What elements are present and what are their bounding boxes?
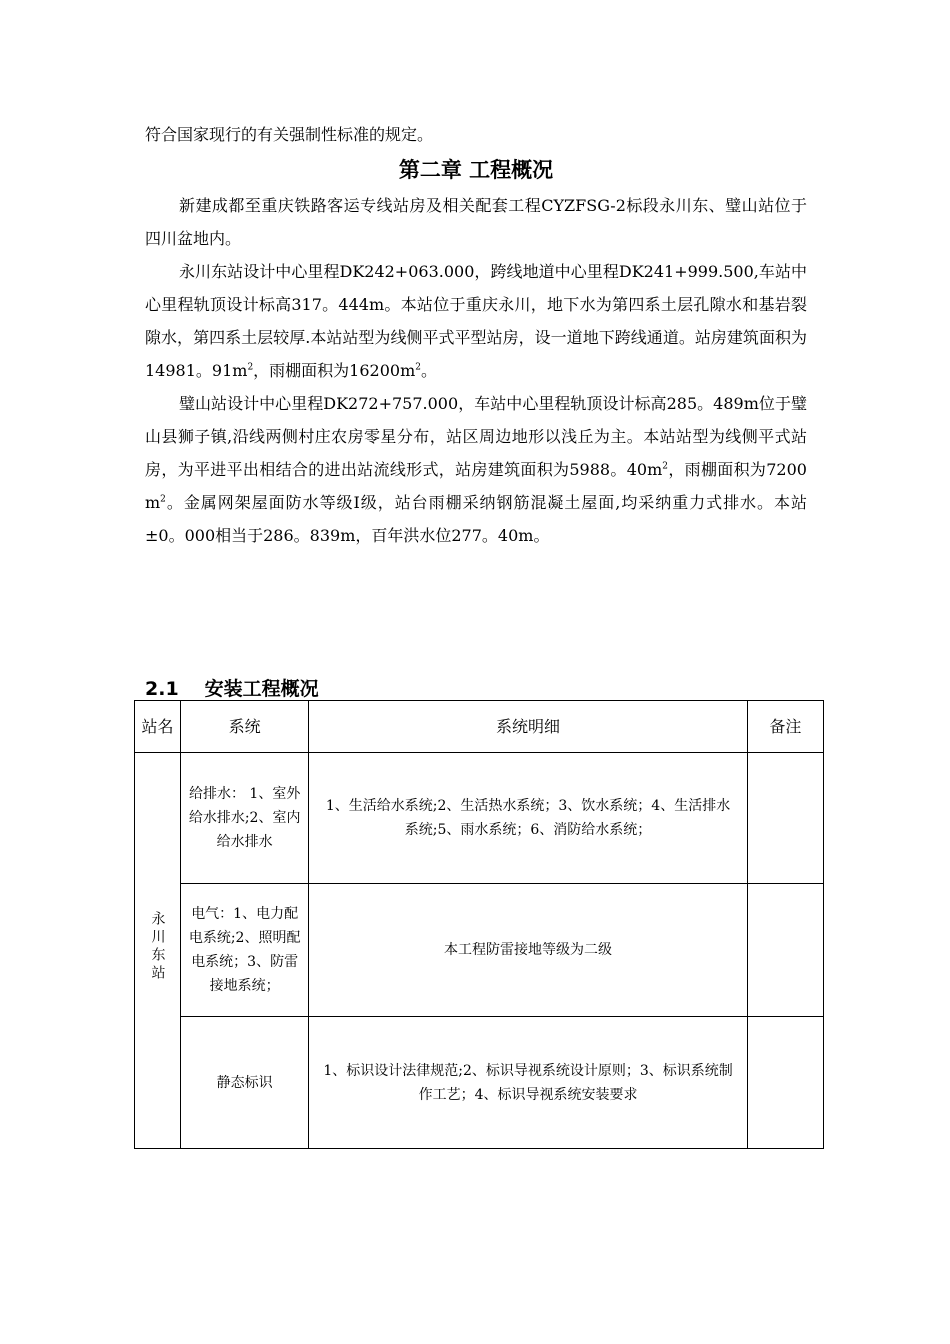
section-title: [145, 676, 319, 702]
superscript-2: 2: [662, 461, 668, 472]
paragraph-yongchuan-east: [145, 255, 807, 387]
paragraph-overview: 新建成都至重庆铁路客运专线站房及相关配套工程CYZFSG-2标段永川东、璧山站位于四川盆地内。: [145, 196, 807, 248]
header-detail: 系统明细: [309, 701, 748, 753]
paragraph-yongchuan-east-end: 。: [420, 361, 437, 380]
paragraph-yongchuan-east-text: 永川东站设计中心里程DK242+063.000，跨线地道中心里程DK241+999.500,车站中心里程轨顶设计标高317。444m。本站位于重庆永川，地下水为第四系土层孔隙水和基岩裂隙水，第四系土层较厚.本站站型为线侧平式平型站房，设一道地下跨线通道。站房建筑面积为14981。91m: [145, 262, 807, 380]
station-cell: [135, 753, 181, 1149]
paragraph-yongchuan-east-mid: ，雨棚面积为16200m: [253, 361, 416, 380]
section-number: 2.1: [145, 678, 179, 700]
table-header-row: [135, 701, 824, 753]
note-cell: [747, 1017, 823, 1149]
table-row: [135, 884, 824, 1017]
header-station: 站名: [135, 701, 181, 753]
table-row: [135, 753, 824, 884]
system-cell: 静态标识: [181, 1017, 309, 1149]
paragraph-bishan-text: 璧山站设计中心里程DK272+757.000，车站中心里程轨顶设计标高285。489m位于璧山县狮子镇,沿线两侧村庄农房零星分布，站区周边地形以浅丘为主。本站站型为线侧平式站房，为平进平出相结合的进出站流线形式，站房建筑面积为5988。40m: [145, 394, 807, 479]
header-system: 系统: [181, 701, 309, 753]
superscript-2: 2: [247, 362, 254, 373]
paragraph-bishan-mid: ，雨棚面积为7200 m: [145, 460, 807, 512]
detail-cell: 本工程防雷接地等级为二级: [309, 884, 748, 1017]
table-row: [135, 1017, 824, 1149]
document-body: [145, 118, 807, 552]
header-note: 备注: [747, 701, 823, 753]
paragraph-bishan-end: 。金属网架屋面防水等级Ⅰ级，站台雨棚采纳钢筋混凝土屋面,均采纳重力式排水。本站±0。000相当于286。839m，百年洪水位277。40m。: [145, 493, 807, 545]
superscript-2: 2: [160, 494, 166, 505]
detail-cell: 1、生活给水系统;2、生活热水系统；3、饮水系统；4、生活排水系统;5、雨水系统；6、消防给水系统；: [309, 753, 748, 884]
system-cell: 给排水： 1、室外给水排水;2、室内给水排水: [181, 753, 309, 884]
detail-cell: 1、标识设计法律规范;2、标识导视系统设计原则；3、标识系统制作工艺；4、标识导视系统安装要求: [309, 1017, 748, 1149]
note-cell: [747, 753, 823, 884]
intro-tail-text: 符合国家现行的有关强制性标准的规定。: [145, 125, 434, 144]
system-cell: 电气：1、电力配电系统;2、照明配电系统；3、防雷接地系统；: [181, 884, 309, 1017]
installation-overview-table: [134, 700, 824, 1149]
chapter-title: 第二章 工程概况: [398, 158, 554, 182]
section-title-text: 安装工程概况: [204, 678, 319, 700]
paragraph-bishan: [145, 387, 807, 552]
superscript-2: 2: [415, 362, 421, 373]
station-name: 永川东站: [149, 910, 166, 983]
note-cell: [747, 884, 823, 1017]
